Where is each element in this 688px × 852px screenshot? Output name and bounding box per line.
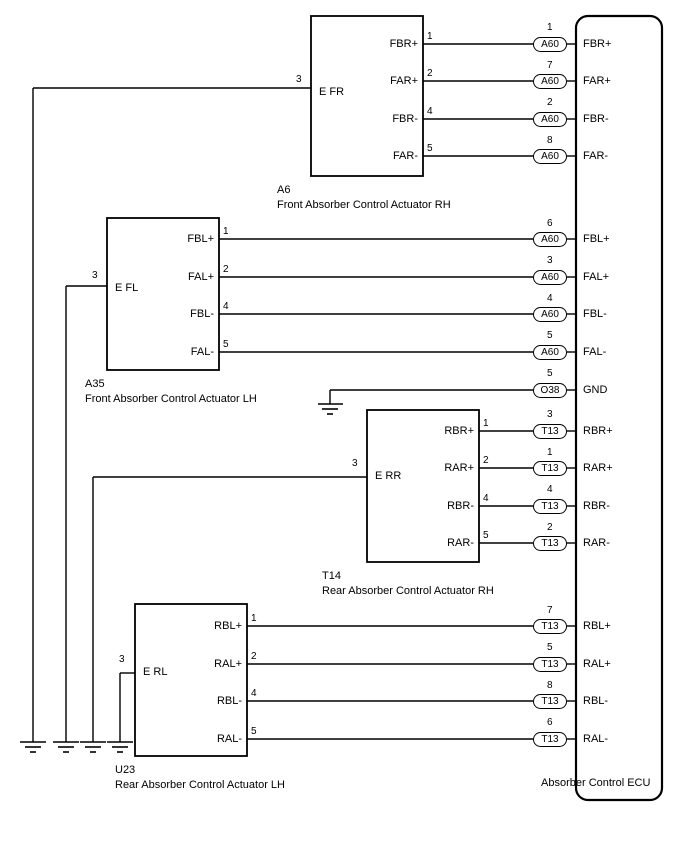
- ecu-pin-signal-15: RBL-: [583, 695, 609, 707]
- ecu-pin-number-7: 5: [547, 330, 553, 341]
- pin-number-a6-5: 5: [427, 143, 433, 154]
- pin-number-a35-2: 2: [223, 264, 229, 275]
- component-id-u23: U23: [115, 764, 136, 776]
- ecu-connector-11: T13: [533, 499, 567, 514]
- ecu-connector-7: A60: [533, 345, 567, 360]
- ecu-caption: Absorber Control ECU: [541, 777, 651, 789]
- pin-number-a35-4: 4: [223, 301, 229, 312]
- ecu-pin-number-2: 2: [547, 97, 553, 108]
- pin-number-u23-4: 4: [251, 688, 257, 699]
- component-id-t14: T14: [322, 570, 341, 582]
- ecu-pin-signal-5: FAL+: [583, 271, 609, 283]
- pin-number-t14-2: 2: [483, 455, 489, 466]
- pin-signal-a6-1: FBR+: [389, 38, 418, 50]
- ecu-pin-signal-6: FBL-: [583, 308, 607, 320]
- ecu-connector-2: A60: [533, 112, 567, 127]
- ground-pin-t14: 3: [352, 458, 358, 469]
- ecu-pin-number-16: 6: [547, 717, 553, 728]
- component-code-a6: E FR: [319, 86, 345, 98]
- ecu-pin-signal-4: FBL+: [583, 233, 610, 245]
- ecu-connector-4: A60: [533, 232, 567, 247]
- ecu-pin-signal-16: RAL-: [583, 733, 609, 745]
- pin-number-t14-4: 4: [483, 493, 489, 504]
- ecu-pin-number-6: 4: [547, 293, 553, 304]
- ecu-pin-signal-2: FBR-: [583, 113, 609, 125]
- ecu-pin-number-1: 7: [547, 60, 553, 71]
- ecu-connector-12: T13: [533, 536, 567, 551]
- pin-signal-a6-4: FBR-: [392, 113, 418, 125]
- component-code-u23: E RL: [143, 666, 168, 678]
- pin-signal-t14-4: RBR-: [447, 500, 474, 512]
- component-caption-t14: Rear Absorber Control Actuator RH: [322, 585, 494, 597]
- ecu-pin-signal-12: RAR-: [583, 537, 610, 549]
- ecu-pin-number-15: 8: [547, 680, 553, 691]
- ecu-connector-15: T13: [533, 694, 567, 709]
- ecu-connector-9: T13: [533, 424, 567, 439]
- ground-pin-a35: 3: [92, 270, 98, 281]
- pin-signal-u23-5: RAL-: [216, 733, 242, 745]
- pin-signal-a35-2: FAL+: [188, 271, 214, 283]
- ecu-pin-number-0: 1: [547, 22, 553, 33]
- ecu-connector-8: O38: [533, 383, 567, 398]
- pin-number-t14-1: 1: [483, 418, 489, 429]
- component-caption-u23: Rear Absorber Control Actuator LH: [115, 779, 285, 791]
- ecu-pin-number-10: 1: [547, 447, 553, 458]
- pin-signal-t14-1: RBR+: [444, 425, 474, 437]
- ecu-pin-signal-3: FAR-: [583, 150, 609, 162]
- ground-pin-a6: 3: [296, 74, 302, 85]
- pin-number-u23-1: 1: [251, 613, 257, 624]
- ecu-pin-signal-9: RBR+: [583, 425, 613, 437]
- ecu-connector-0: A60: [533, 37, 567, 52]
- ground-pin-u23: 3: [119, 654, 125, 665]
- ecu-connector-5: A60: [533, 270, 567, 285]
- ecu-connector-10: T13: [533, 461, 567, 476]
- component-id-a6: A6: [277, 184, 291, 196]
- ecu-pin-number-3: 8: [547, 135, 553, 146]
- ecu-pin-number-12: 2: [547, 522, 553, 533]
- ecu-pin-signal-11: RBR-: [583, 500, 610, 512]
- pin-number-u23-5: 5: [251, 726, 257, 737]
- ecu-pin-signal-8: GND: [583, 384, 608, 396]
- pin-number-a6-2: 2: [427, 68, 433, 79]
- ecu-connector-6: A60: [533, 307, 567, 322]
- ecu-pin-number-14: 5: [547, 642, 553, 653]
- ecu-pin-signal-10: RAR+: [583, 462, 613, 474]
- ecu-pin-number-8: 5: [547, 368, 553, 379]
- pin-number-a6-4: 4: [427, 106, 433, 117]
- ecu-pin-signal-7: FAL-: [583, 346, 607, 358]
- component-code-t14: E RR: [375, 470, 402, 482]
- ecu-pin-number-9: 3: [547, 409, 553, 420]
- pin-number-a35-5: 5: [223, 339, 229, 350]
- ecu-pin-number-13: 7: [547, 605, 553, 616]
- pin-signal-a35-4: FBL-: [190, 308, 214, 320]
- ecu-pin-signal-14: RAL+: [583, 658, 611, 670]
- ecu-pin-number-5: 3: [547, 255, 553, 266]
- ecu-connector-3: A60: [533, 149, 567, 164]
- pin-signal-a6-5: FAR-: [392, 150, 418, 162]
- ecu-pin-number-11: 4: [547, 484, 553, 495]
- pin-number-t14-5: 5: [483, 530, 489, 541]
- pin-signal-t14-2: RAR+: [444, 462, 474, 474]
- component-code-a35: E FL: [115, 282, 139, 294]
- pin-signal-a35-1: FBL+: [187, 233, 214, 245]
- pin-signal-a35-5: FAL-: [190, 346, 214, 358]
- pin-number-a6-1: 1: [427, 31, 433, 42]
- ecu-connector-16: T13: [533, 732, 567, 747]
- ecu-connector-14: T13: [533, 657, 567, 672]
- ecu-pin-signal-13: RBL+: [583, 620, 611, 632]
- ecu-pin-signal-1: FAR+: [583, 75, 611, 87]
- pin-signal-u23-1: RBL+: [214, 620, 242, 632]
- pin-signal-u23-4: RBL-: [216, 695, 242, 707]
- component-id-a35: A35: [85, 378, 105, 390]
- ecu-connector-13: T13: [533, 619, 567, 634]
- pin-signal-t14-5: RAR-: [447, 537, 474, 549]
- pin-number-u23-2: 2: [251, 651, 257, 662]
- ecu-connector-1: A60: [533, 74, 567, 89]
- pin-signal-a6-2: FAR+: [390, 75, 418, 87]
- component-caption-a35: Front Absorber Control Actuator LH: [85, 393, 257, 405]
- pin-number-a35-1: 1: [223, 226, 229, 237]
- pin-signal-u23-2: RAL+: [214, 658, 242, 670]
- ecu-pin-number-4: 6: [547, 218, 553, 229]
- ecu-pin-signal-0: FBR+: [583, 38, 612, 50]
- component-caption-a6: Front Absorber Control Actuator RH: [277, 199, 451, 211]
